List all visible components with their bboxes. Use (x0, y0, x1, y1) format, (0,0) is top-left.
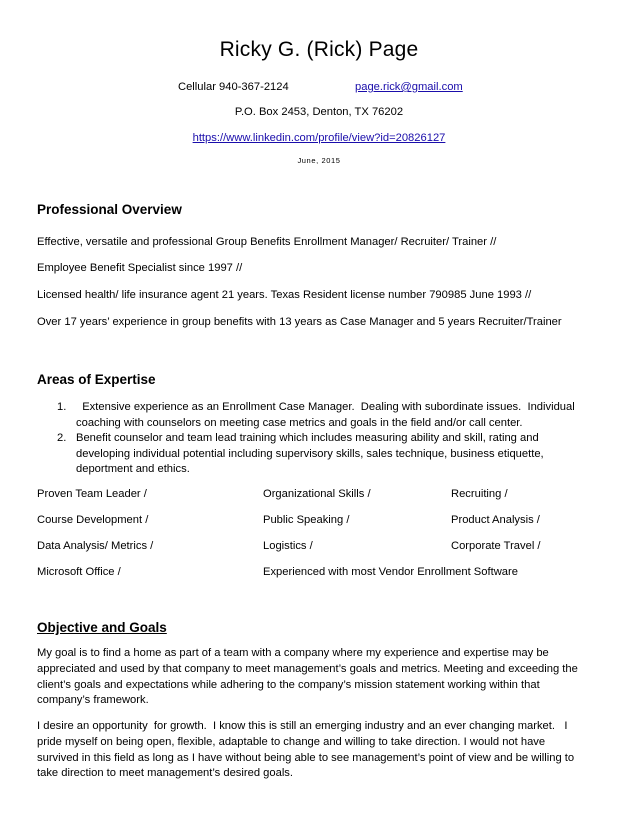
expertise-list (57, 400, 597, 478)
skill-cell: Public Speaking / (263, 514, 350, 526)
overview-line: Effective, versatile and professional Group Benefits Enrollment Manager/ Recruiter/ Trainer // (37, 236, 497, 248)
list-text: developing individual potential including supervisory skills, sales technique, business etiquette, (76, 447, 544, 460)
skill-cell: Experienced with most Vendor Enrollment Software (263, 566, 518, 578)
list-text: deportment and ethics. (76, 463, 190, 475)
expertise-heading: Areas of Expertise (37, 372, 156, 387)
paragraph-line: client’s goals and expectations while adhering to the company’s mission statement working within that (37, 678, 540, 691)
resume-date: June, 2015 (297, 156, 341, 165)
overview-line: Employee Benefit Specialist since 1997 // (37, 262, 243, 274)
paragraph-line: take direction to meet management’s desired goals. (37, 767, 294, 780)
skill-cell: Recruiting / (451, 488, 508, 500)
linkedin-link[interactable]: https://www.linkedin.com/profile/view?id=20826127 (192, 132, 446, 144)
skill-cell: Corporate Travel / (451, 540, 541, 552)
overview-line: Licensed health/ life insurance agent 21 years. Texas Resident license number 790985 June 1993 // (37, 289, 532, 301)
objective-paragraph-2 (37, 719, 603, 782)
skill-cell: Proven Team Leader / (37, 488, 147, 500)
skill-cell: Product Analysis / (451, 514, 540, 526)
mailing-address: P.O. Box 2453, Denton, TX 76202 (234, 106, 404, 118)
email-link[interactable]: page.rick@gmail.com (355, 81, 463, 93)
list-number: 1. (57, 401, 67, 413)
paragraph-line: company’s framework. (37, 694, 149, 707)
list-text: Extensive experience as an Enrollment Case Manager. Dealing with subordinate issues. Individual (76, 401, 575, 413)
objective-paragraph-1 (37, 646, 603, 709)
list-item (57, 400, 597, 431)
overview-line: Over 17 years’ experience in group benefits with 13 years as Case Manager and 5 years Recruiter/Trainer (37, 316, 562, 328)
candidate-name: Ricky G. (Rick) Page (219, 38, 419, 61)
skill-cell: Organizational Skills / (263, 488, 371, 500)
paragraph-line: appreciated and used by that company to meet management’s goals and metrics. Meeting and exceeding the (37, 662, 578, 675)
paragraph-line: survived in this field as long as I have without being able to see management’s point of view and be willing to (37, 751, 575, 764)
skill-cell: Course Development / (37, 514, 149, 526)
list-text: coaching with counselors on meeting case metrics and goals in the field and/or call center. (76, 416, 523, 429)
paragraph-line: I desire an opportunity for growth. I know this is still an emerging industry and an ever changing market. I (37, 720, 568, 732)
list-text: Benefit counselor and team lead training which includes measuring ability and skill, rating and (76, 432, 539, 444)
paragraph-line: My goal is to find a home as part of a team with a company where my experience and expertise may be (37, 647, 549, 659)
cellular-number: Cellular 940-367-2124 (178, 81, 289, 93)
skill-cell: Data Analysis/ Metrics / (37, 540, 154, 552)
list-number: 2. (57, 432, 67, 444)
skill-cell: Microsoft Office / (37, 566, 121, 578)
list-item (57, 431, 597, 478)
objective-heading: Objective and Goals (37, 620, 167, 635)
skill-cell: Logistics / (263, 540, 313, 552)
paragraph-line: pride myself on being open, flexible, adaptable to change and willing to take direction. I would not have (37, 735, 546, 748)
overview-heading: Professional Overview (37, 202, 182, 217)
